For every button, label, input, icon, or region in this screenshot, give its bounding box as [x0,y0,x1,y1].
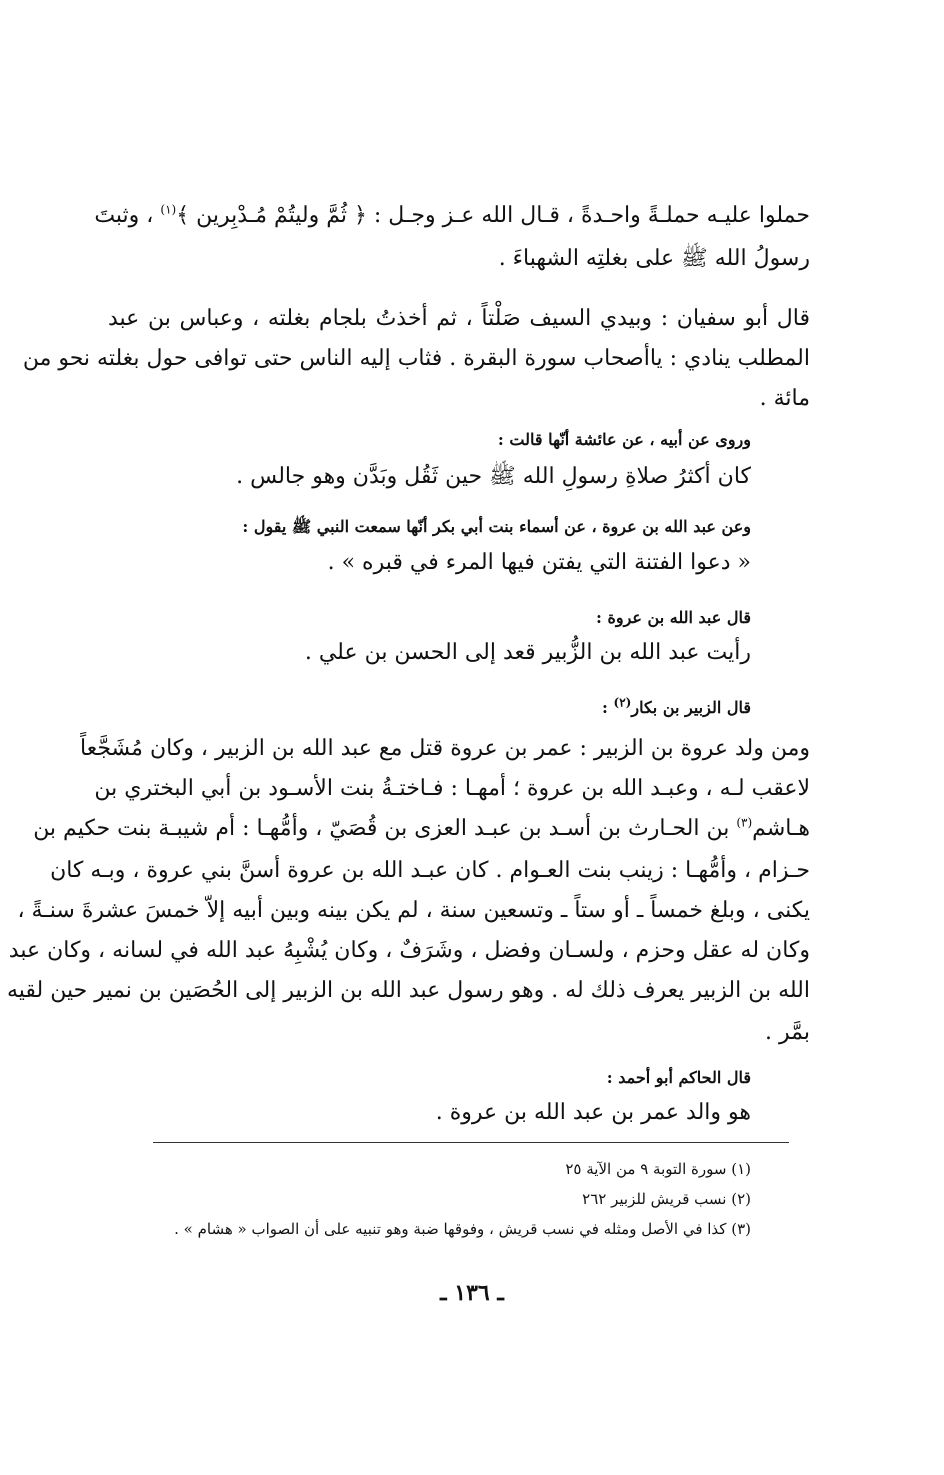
footnote-3: (٣) كذا في الأصل ومثله في نسب قريش ، وفوقها ضبة وهو تنبيه على أن الصواب « هشام » . [174,1220,751,1238]
para2-line1: قال أبو سفيان : وبيدي السيف صَلْتاً ، ثم أخذتُ بلجام بغلته ، وعباس بن عبد [108,306,810,331]
abdallah-heading: قال عبد الله بن عروة : [596,608,751,627]
aisha-text: كان أكثرُ صلاةِ رسولِ الله ﷺ حين ثَقُل وبَدَّن وهو جالس . [236,464,751,489]
zubair-line8: بمَّر . [765,1020,810,1045]
footnote-marker-1[interactable]: (١) [160,202,177,217]
para2-line3: مائة . [759,386,810,411]
para1-line2: رسولُ الله ﷺ على بغلتِه الشهباءَ . [498,246,810,271]
zubair-line3 [33,810,810,848]
hakim-heading: قال الحاكم أبو أحمد : [606,1068,751,1087]
footnote-1: (١) سورة التوبة ٩ من الآية ٢٥ [565,1160,751,1178]
hakim-text: هو والد عمر بن عبد الله بن عروة . [435,1100,751,1125]
para1-line1 [94,197,810,235]
asma-text: « دعوا الفتنة التي يفتن فيها المرء في قبره » . [327,550,751,575]
zubair-heading [602,695,751,717]
para1-line1-end: ، وثبتَ [94,203,161,228]
asma-heading: وعن عبد الله بن عروة ، عن أسماء بنت أبي بكر أنّها سمعت النبي ﷺ يقول : [242,517,751,536]
zubair-line7: الله بن الزبير يعرف ذلك له . وهو رسول عبد الله بن الزبير إلى الحُصَين بن نمير حين لقيه [6,978,810,1003]
zubair-line5: يكنى ، وبلغ خمساً ـ أو ستاً ـ وتسعين سنة ، لم يكن بينه وبين أبيه إلاّ خمسَ عشرةَ سنـةً ، [17,898,810,923]
zubair-line3-text: بن الحـارث بن أسـد بن عبـد العزى بن قُصَيّ ، وأمُّهـا : أم شيبـة بنت حكيم بن [33,816,737,841]
footnote-divider [153,1142,789,1143]
footnote-marker-3[interactable]: (٣) [736,815,753,830]
page-number: ـ ١٣٦ ـ [440,1280,504,1306]
zubair-line2: لاعقب لـه ، وعبـد الله بن عروة ؛ أمهـا : فـاختـةُ بنت الأسـود بن أبي البختري بن [94,776,810,801]
para1-line1-text: حملوا عليـه حملـةً واحـدةً ، قـال الله عـز وجـل : ﴿ ثُمَّ وليتُمْ مُـدْبِرين ﴾ [176,203,810,228]
zubair-line6: وكان له عقل وحزم ، ولسـان وفضل ، وشَرَفٌ ، وكان يُشْبِهُ عبد الله في لسانه ، وكان عبد [8,938,810,963]
zubair-line1: ومن ولد عروة بن الزبير : عمر بن عروة قتل مع عبد الله بن الزبير ، وكان مُشَجَّعاً [80,736,810,761]
footnote-marker-2[interactable]: (٢) [613,695,632,710]
zubair-line4: حـزام ، وأمُّهـا : زينب بنت العـوام . كان عبـد الله بن عروة أسنَّ بني عروة ، وبـه كان [50,858,810,883]
zubair-line3-start: هـاشم [752,816,810,841]
zubair-heading-text: قال الزبير بن بكار [631,698,751,717]
para2-line2: المطلب ينادي : ياأصحاب سورة البقرة . فثاب إليه الناس حتى توافى حول بغلته نحو من [22,346,810,371]
zubair-heading-colon: : [602,698,614,717]
aisha-heading: وروى عن أبيه ، عن عائشة أنّها قالت : [497,430,751,449]
abdallah-text: رأيت عبد الله بن الزُّبير قعد إلى الحسن بن علي . [304,640,751,665]
footnote-2: (٢) نسب قريش للزبير ٢٦٢ [582,1190,751,1208]
